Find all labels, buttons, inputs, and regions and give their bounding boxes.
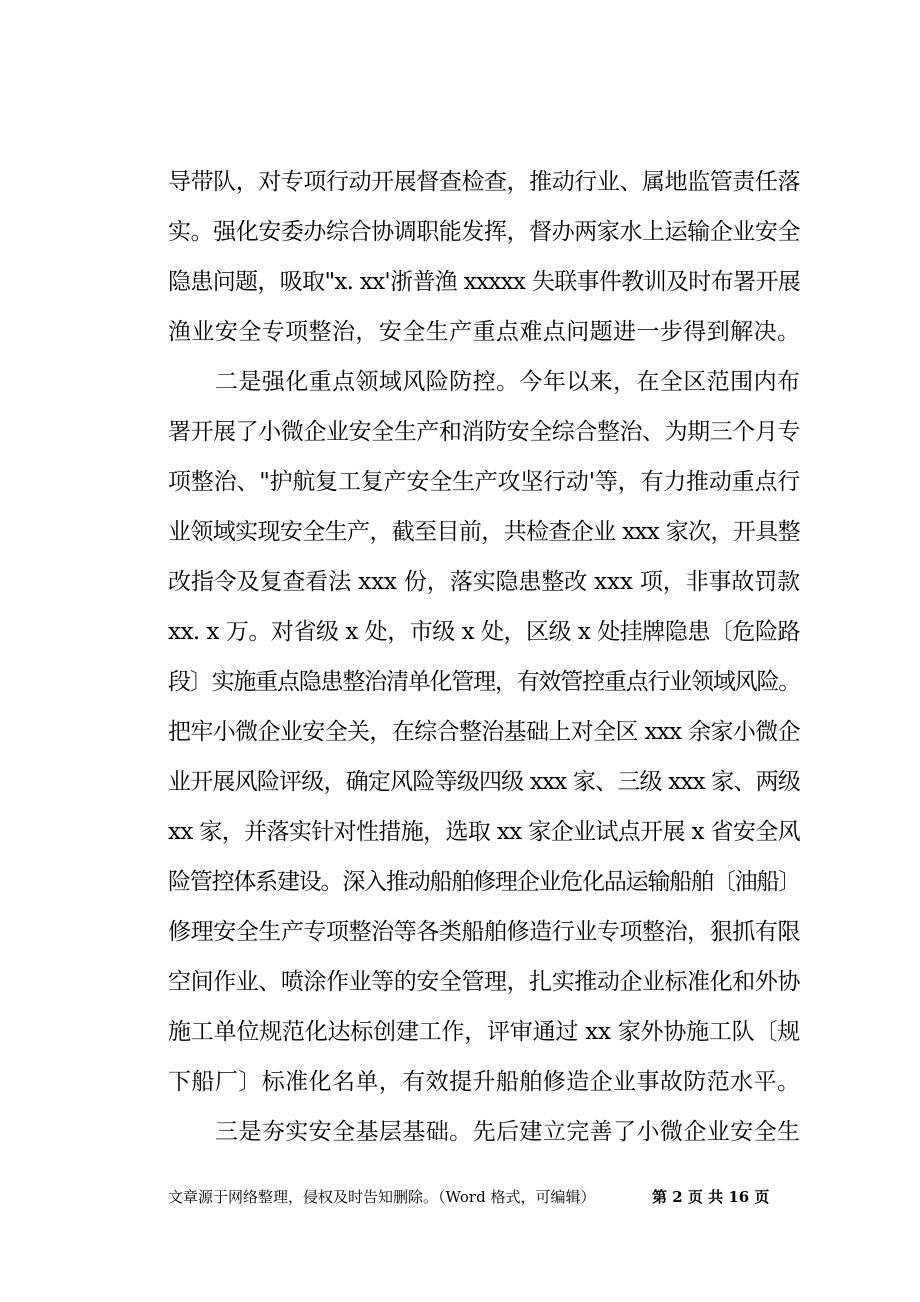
body-line: 空间作业、喷涂作业等的安全管理，扎实推动企业标准化和外协 — [168, 969, 800, 995]
footer-source-note: 文章源于网络整理，侵权及时告知删除。（Word 格式，可编辑） — [168, 1188, 596, 1206]
body-line: 署开展了小微企业安全生产和消防安全综合整治、为期三个月专 — [168, 419, 800, 445]
body-line: 渔业安全专项整治，安全生产重点难点问题进一步得到解决。 — [168, 319, 800, 345]
body-text — [168, 157, 800, 1157]
body-line: 把牢小微企业安全关，在综合整治基础上对全区 xxx 余家小微企 — [168, 719, 800, 745]
body-line: 下船厂〕标准化名单，有效提升船舶修造企业事故防范水平。 — [168, 1069, 800, 1095]
paragraph-start-line: 二是强化重点领域风险防控。今年以来，在全区范围内布 — [215, 369, 800, 395]
body-line: xx 家，并落实针对性措施，选取 xx 家企业试点开展 x 省安全风 — [168, 819, 800, 845]
body-line: xx. x 万。对省级 x 处，市级 x 处，区级 x 处挂牌隐患〔危险路 — [168, 619, 800, 645]
body-line: 业领域实现安全生产，截至目前，共检查企业 xxx 家次，开具整 — [168, 519, 800, 545]
body-line: 险管控体系建设。深入推动船舶修理企业危化品运输船舶〔油船〕 — [168, 869, 800, 895]
body-line: 导带队，对专项行动开展督查检查，推动行业、属地监管责任落 — [168, 169, 800, 195]
body-line: 项整治、"护航复工复产安全生产攻坚行动'等，有力推动重点行 — [168, 469, 800, 495]
paragraph-start-line: 三是夯实安全基层基础。先后建立完善了小微企业安全生 — [215, 1119, 800, 1145]
body-line: 施工单位规范化达标创建工作，评审通过 xx 家外协施工队〔规 — [168, 1019, 800, 1045]
page-number: 第 2 页 共 16 页 — [652, 1188, 770, 1206]
body-line: 实。强化安委办综合协调职能发挥，督办两家水上运输企业安全 — [168, 219, 800, 245]
body-line: 修理安全生产专项整治等各类船舶修造行业专项整治，狠抓有限 — [168, 919, 800, 945]
body-line: 隐患问题，吸取"x. xx'浙普渔 xxxxx 失联事件教训及时布署开展 — [168, 269, 800, 295]
page-footer — [168, 1186, 800, 1208]
body-line: 改指令及复查看法 xxx 份，落实隐患整改 xxx 项，非事故罚款 — [168, 569, 800, 595]
body-line: 业开展风险评级，确定风险等级四级 xxx 家、三级 xxx 家、两级 — [168, 769, 800, 795]
body-line: 段〕实施重点隐患整治清单化管理，有效管控重点行业领域风险。 — [168, 669, 800, 695]
